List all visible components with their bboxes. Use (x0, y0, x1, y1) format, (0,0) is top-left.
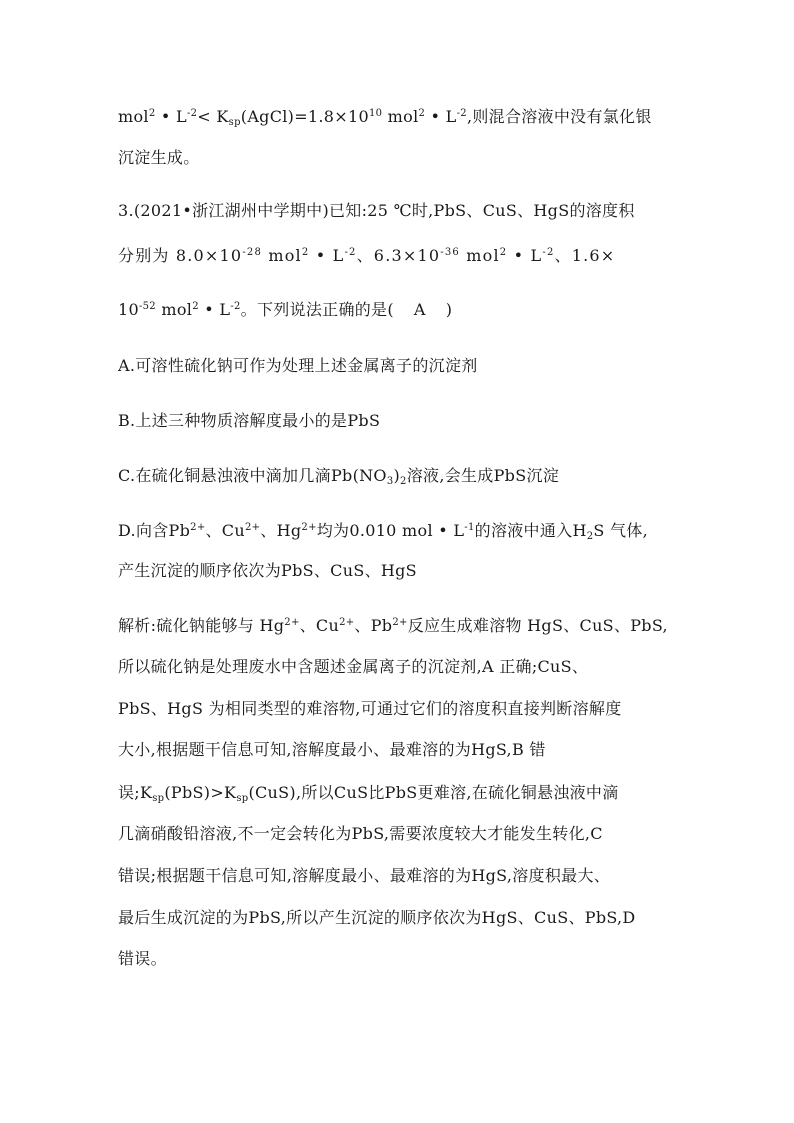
text: 10 (118, 300, 139, 319)
text: 的溶液中通入H (474, 521, 587, 540)
analysis-line-9: 错误。 (118, 949, 167, 968)
answer-mark: A (413, 300, 426, 319)
superscript: 10 (368, 108, 383, 119)
text: 、Hg (260, 521, 302, 540)
text: (PbS)>K (164, 783, 237, 802)
option-a: A.可溶性硫化钠可作为处理上述金属离子的沉淀剂 (118, 356, 478, 375)
superscript: 2 (418, 108, 426, 119)
subscript: sp (236, 793, 249, 804)
text: 解析:硫化钠能够与 Hg (118, 616, 285, 635)
analysis-line-8: 最后生成沉淀的为PbS,所以产生沉淀的顺序依次为HgS、CuS、PbS,D (118, 908, 636, 927)
superscript: -1 (464, 522, 475, 533)
analysis-line-5 (118, 782, 619, 804)
text: 分别为 8.0×10 (118, 246, 243, 265)
text: mol (262, 246, 302, 265)
analysis-line-7: 错误;根据题干信息可知,溶解度最小、最难溶的为HgS,溶度积最大、 (118, 866, 611, 885)
text: • L (309, 246, 345, 265)
superscript: -2 (230, 301, 241, 312)
analysis-line-1 (118, 615, 668, 637)
option-d (118, 520, 648, 542)
text: • L (425, 107, 457, 126)
superscript: -2 (344, 247, 357, 258)
option-c (118, 465, 559, 487)
text: • L (155, 107, 187, 126)
superscript: 2+ (339, 617, 355, 628)
text: mol (155, 300, 193, 319)
superscript: 2 (301, 247, 310, 258)
superscript: 2 (192, 301, 199, 312)
text: 、Cu (205, 521, 245, 540)
text: (AgCl)=1.8×10 (240, 107, 369, 126)
superscript: 2+ (301, 522, 317, 533)
superscript: 2+ (190, 522, 206, 533)
text: 误;K (118, 783, 153, 802)
subscript: 3 (386, 476, 394, 487)
text: 、Cu (299, 616, 340, 635)
text: • L (198, 300, 231, 319)
superscript: 2+ (392, 617, 408, 628)
text: mol (382, 107, 419, 126)
superscript: 2+ (284, 617, 300, 628)
text: 、1.6× (554, 246, 616, 265)
question-3-ksp-values (118, 245, 615, 267)
superscript: 2 (499, 247, 508, 258)
text: mol (118, 107, 149, 126)
subscript: 2 (400, 476, 407, 487)
text: C.在硫化铜悬浊液中滴加几滴Pb(NO (118, 466, 387, 485)
question-3-stem: 3.(2021•浙江湖州中学期中)已知:25 ℃时,PbS、CuS、HgS的溶度积 (118, 201, 635, 220)
text-line-conclusion: 沉淀生成。 (118, 148, 200, 167)
text: 、6.3×10 (356, 246, 441, 265)
superscript: -2 (542, 247, 555, 258)
subscript: sp (152, 793, 165, 804)
option-b: B.上述三种物质溶解度最小的是PbS (118, 411, 381, 430)
superscript: 2+ (244, 522, 261, 533)
text: • L (507, 246, 543, 265)
text: mol (459, 246, 500, 265)
text-line-ksp-agcl (118, 106, 652, 128)
text: 、Pb (354, 616, 393, 635)
superscript: -52 (138, 301, 156, 312)
question-3-prompt (118, 299, 452, 321)
text: 均为0.010 mol • L (316, 521, 465, 540)
text: ) (445, 300, 453, 319)
superscript: -2 (456, 108, 467, 119)
text: S 气体, (593, 521, 649, 540)
text: D.向含Pb (118, 521, 191, 540)
analysis-line-3: PbS、HgS 为相同类型的难溶物,可通过它们的溶度积直接判断溶解度 (118, 699, 622, 718)
analysis-line-6: 几滴硝酸铅溶液,不一定会转化为PbS,需要浓度较大才能发生转化,C (118, 824, 603, 843)
text: 。下列说法正确的是( (240, 300, 394, 319)
superscript: -36 (440, 247, 460, 258)
subscript: 2 (586, 531, 594, 542)
text: ) (393, 466, 401, 485)
superscript: -28 (242, 247, 263, 258)
analysis-line-4: 大小,根据题干信息可知,溶解度最小、最难溶的为HgS,B 错 (118, 740, 546, 759)
superscript: 2 (148, 108, 156, 119)
analysis-line-2: 所以硫化钠是处理废水中含题述金属离子的沉淀剂,A 正确;CuS、 (118, 657, 589, 676)
text: < K (197, 107, 229, 126)
superscript: -2 (186, 108, 198, 119)
subscript: sp (228, 117, 241, 128)
option-d-continued: 产生沉淀的顺序依次为PbS、CuS、HgS (118, 561, 417, 580)
text: 反应生成难溶物 HgS、CuS、PbS, (407, 616, 668, 635)
text: (CuS),所以CuS比PbS更难溶,在硫化铜悬浊液中滴 (248, 783, 619, 802)
text: ,则混合溶液中没有氯化银 (466, 107, 652, 126)
text: 溶液,会生成PbS沉淀 (406, 466, 560, 485)
